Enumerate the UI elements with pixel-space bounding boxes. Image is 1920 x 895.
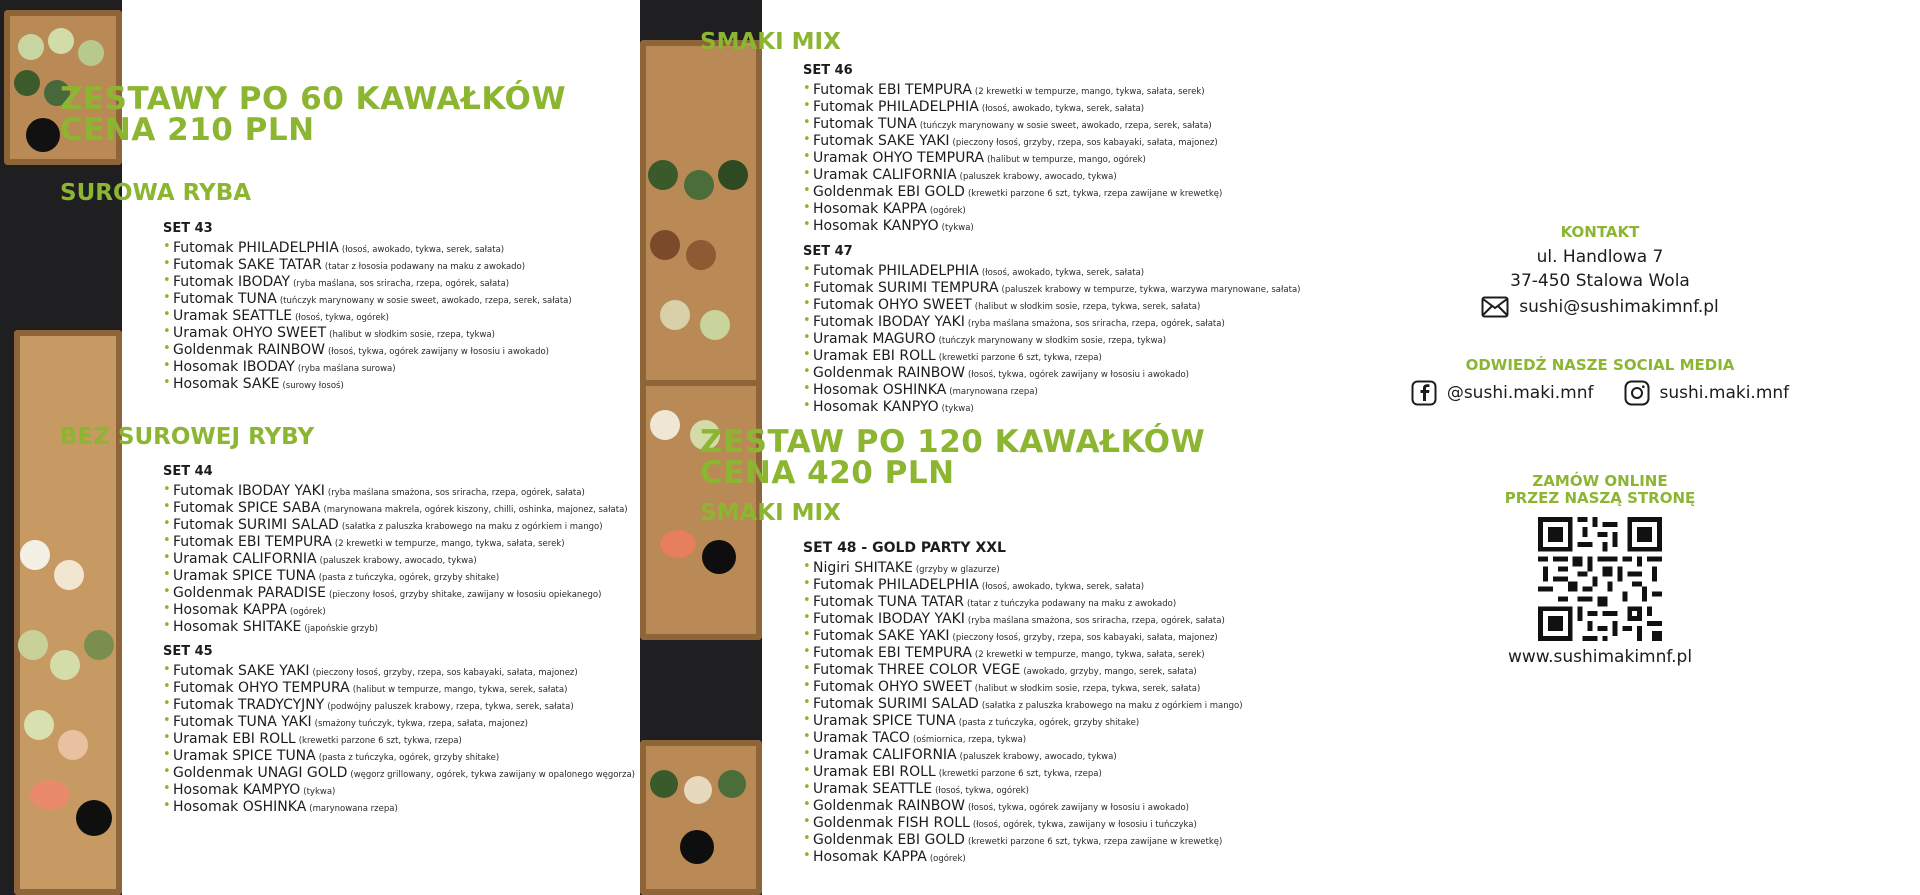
set-47-items	[803, 261, 1301, 414]
section-raw-fish-title: SUROWA RYBA	[60, 180, 252, 206]
section-mix-bottom-title: SMAKI MIX	[700, 500, 841, 526]
list-item: • Futomak TRADYCYJNY (podwójny paluszek krabowy, rzepa, tykwa, serek, sałata)	[163, 695, 635, 712]
set-46-items	[803, 80, 1222, 233]
list-item: • Goldenmak RAINBOW (łosoś, tykwa, ogórek zawijany w łososiu i awokado)	[803, 796, 1243, 813]
contact-heading: KONTAKT	[1560, 223, 1640, 241]
list-item: • Hosomak KAPPA (ogórek)	[803, 847, 1243, 864]
list-item: • Uramak EBI ROLL (krewetki parzone 6 szt, tykwa, rzepa)	[803, 346, 1301, 363]
list-item: • Goldenmak RAINBOW (łosoś, tykwa, ogórek zawijany w łososiu i awokado)	[163, 340, 572, 357]
list-item: • Goldenmak FISH ROLL (łosoś, ogórek, tykwa, zawijany w łososiu i tuńczyka)	[803, 813, 1243, 830]
social-heading: ODWIEDŹ NASZE SOCIAL MEDIA	[1465, 356, 1735, 374]
list-item: • Futomak THREE COLOR VEGE (awokado, grzyby, mango, serek, sałata)	[803, 660, 1243, 677]
list-item: • Futomak SURIMI SALAD (sałatka z paluszka krabowego na maku z ogórkiem i mango)	[803, 694, 1243, 711]
list-item: • Futomak IBODAY (ryba maślana, sos sriracha, rzepa, ogórek, sałata)	[163, 272, 572, 289]
list-item: • Futomak EBI TEMPURA (2 krewetki w tempurze, mango, tykwa, sałata, serek)	[803, 80, 1222, 97]
list-item: • Uramak CALIFORNIA (paluszek krabowy, awocado, tykwa)	[163, 549, 628, 566]
list-item: • Futomak SAKE TATAR (tatar z łososia podawany na maku z awokado)	[163, 255, 572, 272]
left-title	[60, 81, 567, 148]
list-item: • Hosomak IBODAY (ryba maślana surowa)	[163, 357, 572, 374]
instagram-handle: sushi.maki.mnf	[1659, 383, 1790, 403]
middle-title-line2: CENA 420 PLN	[700, 455, 955, 491]
set-48-label: SET 48 - GOLD PARTY XXL	[803, 540, 1006, 556]
list-item: • Goldenmak PARADISE (pieczony łosoś, grzyby shitake, zawijany w łososiu opiekanego)	[163, 583, 628, 600]
set-43-label: SET 43	[163, 221, 213, 236]
list-item: • Hosomak OSHINKA (marynowana rzepa)	[803, 380, 1301, 397]
instagram-link[interactable]	[1624, 380, 1790, 406]
list-item: • Futomak SURIMI TEMPURA (paluszek krabowy w tempurze, tykwa, warzywa marynowane, sałata)	[803, 278, 1301, 295]
list-item: • Uramak EBI ROLL (krewetki parzone 6 szt, tykwa, rzepa)	[803, 762, 1243, 779]
set-48-items	[803, 558, 1243, 864]
list-item: • Hosomak KAPPA (ogórek)	[803, 199, 1222, 216]
list-item: • Nigiri SHITAKE (grzyby w glazurze)	[803, 558, 1243, 575]
qr-code[interactable]	[1538, 517, 1662, 641]
list-item: • Uramak CALIFORNIA (paluszek krabowy, awocado, tykwa)	[803, 745, 1243, 762]
list-item: • Futomak SAKE YAKI (pieczony łosoś, grzyby, rzepa, sos kabayaki, sałata, majonez)	[803, 626, 1243, 643]
set-46	[803, 63, 1222, 233]
list-item: • Hosomak OSHINKA (marynowana rzepa)	[163, 797, 635, 814]
contact-section	[1400, 224, 1800, 325]
list-item: • Uramak OHYO TEMPURA (halibut w tempurze, mango, ogórek)	[803, 148, 1222, 165]
list-item: • Uramak SPICE TUNA (pasta z tuńczyka, ogórek, grzyby shitake)	[163, 566, 628, 583]
left-title-line1: ZESTAWY PO 60 KAWAŁKÓW	[60, 81, 567, 117]
instagram-icon	[1624, 380, 1650, 406]
set-43-items	[163, 238, 572, 391]
set-44-items	[163, 481, 628, 634]
order-line-1: ZAMÓW ONLINE	[1532, 472, 1668, 490]
set-45	[163, 644, 635, 814]
facebook-link[interactable]	[1411, 380, 1594, 406]
list-item: • Futomak OHYO SWEET (halibut w słodkim sosie, rzepa, tykwa, serek, sałata)	[803, 677, 1243, 694]
list-item: • Hosomak KANPYO (tykwa)	[803, 216, 1222, 233]
list-item: • Uramak TACO (ośmiornica, rzepa, tykwa)	[803, 728, 1243, 745]
set-45-label: SET 45	[163, 644, 213, 659]
list-item: • Uramak MAGURO (tuńczyk marynowany w słodkim sosie, rzepa, tykwa)	[803, 329, 1301, 346]
left-title-line2: CENA 210 PLN	[60, 112, 315, 148]
list-item: • Futomak PHILADELPHIA (łosoś, awokado, tykwa, serek, sałata)	[803, 97, 1222, 114]
list-item: • Goldenmak EBI GOLD (krewetki parzone 6 szt, tykwa, rzepa zawijane w krewetkę)	[803, 182, 1222, 199]
list-item: • Futomak PHILADELPHIA (łosoś, awokado, tykwa, serek, sałata)	[803, 575, 1243, 592]
set-46-label: SET 46	[803, 63, 853, 78]
order-section	[1400, 473, 1800, 669]
facebook-icon	[1411, 380, 1437, 406]
contact-city: 37-450 Stalowa Wola	[1510, 271, 1690, 291]
list-item: • Hosomak KAMPYO (tykwa)	[163, 780, 635, 797]
list-item: • Futomak TUNA (tuńczyk marynowany w sosie sweet, awokado, rzepa, serek, sałata)	[163, 289, 572, 306]
list-item: • Goldenmak EBI GOLD (krewetki parzone 6 szt, tykwa, rzepa zawijane w krewetkę)	[803, 830, 1243, 847]
set-45-items	[163, 661, 635, 814]
list-item: • Uramak EBI ROLL (krewetki parzone 6 szt, tykwa, rzepa)	[163, 729, 635, 746]
section-cooked-title: BEZ SUROWEJ RYBY	[60, 424, 315, 450]
facebook-handle: @sushi.maki.mnf	[1446, 383, 1594, 403]
list-item: • Futomak SPICE SABA (marynowana makrela, ogórek kiszony, chilli, oshinka, majonez, sałata)	[163, 498, 628, 515]
list-item: • Hosomak SAKE (surowy łosoś)	[163, 374, 572, 391]
list-item: • Futomak OHYO SWEET (halibut w słodkim sosie, rzepa, tykwa, serek, sałata)	[803, 295, 1301, 312]
list-item: • Futomak EBI TEMPURA (2 krewetki w tempurze, mango, tykwa, sałata, serek)	[803, 643, 1243, 660]
list-item: • Futomak IBODAY YAKI (ryba maślana smażona, sos sriracha, rzepa, ogórek, sałata)	[163, 481, 628, 498]
list-item: • Goldenmak RAINBOW (łosoś, tykwa, ogórek zawijany w łososiu i awokado)	[803, 363, 1301, 380]
list-item: • Futomak TUNA TATAR (tatar z tuńczyka podawany na maku z awokado)	[803, 592, 1243, 609]
list-item: • Uramak OHYO SWEET (halibut w słodkim sosie, rzepa, tykwa)	[163, 323, 572, 340]
list-item: • Futomak SAKE YAKI (pieczony łosoś, grzyby, rzepa, sos kabayaki, sałata, majonez)	[163, 661, 635, 678]
list-item: • Futomak IBODAY YAKI (ryba maślana smażona, sos sriracha, rzepa, ogórek, sałata)	[803, 312, 1301, 329]
list-item: • Hosomak SHITAKE (japońskie grzyb)	[163, 617, 628, 634]
middle-title-line1: ZESTAW PO 120 KAWAŁKÓW	[700, 424, 1206, 460]
email-link[interactable]: sushi@sushimakimnf.pl	[1519, 297, 1719, 317]
list-item: • Uramak SPICE TUNA (pasta z tuńczyka, ogórek, grzyby shitake)	[163, 746, 635, 763]
list-item: • Hosomak KANPYO (tykwa)	[803, 397, 1301, 414]
list-item: • Futomak TUNA YAKI (smażony tuńczyk, tykwa, rzepa, sałata, majonez)	[163, 712, 635, 729]
envelope-icon	[1481, 296, 1509, 318]
set-47-label: SET 47	[803, 244, 853, 259]
list-item: • Futomak PHILADELPHIA (łosoś, awokado, tykwa, serek, sałata)	[163, 238, 572, 255]
set-44-label: SET 44	[163, 464, 213, 479]
list-item: • Futomak SAKE YAKI (pieczony łosoś, grzyby, rzepa, sos kabayaki, sałata, majonez)	[803, 131, 1222, 148]
list-item: • Futomak OHYO TEMPURA (halibut w tempurze, mango, tykwa, serek, sałata)	[163, 678, 635, 695]
social-section	[1400, 357, 1800, 406]
list-item: • Uramak SPICE TUNA (pasta z tuńczyka, ogórek, grzyby shitake)	[803, 711, 1243, 728]
set-47	[803, 244, 1301, 414]
list-item: • Hosomak KAPPA (ogórek)	[163, 600, 628, 617]
list-item: • Futomak IBODAY YAKI (ryba maślana smażona, sos sriracha, rzepa, ogórek, sałata)	[803, 609, 1243, 626]
list-item: • Futomak TUNA (tuńczyk marynowany w sosie sweet, awokado, rzepa, serek, sałata)	[803, 114, 1222, 131]
list-item: • Uramak SEATTLE (łosoś, tykwa, ogórek)	[163, 306, 572, 323]
website-link[interactable]: www.sushimakimnf.pl	[1507, 647, 1693, 667]
section-mix-top-title: SMAKI MIX	[700, 29, 841, 55]
list-item: • Uramak SEATTLE (łosoś, tykwa, ogórek)	[803, 779, 1243, 796]
contact-street: ul. Handlowa 7	[1536, 247, 1664, 267]
order-line-2: PRZEZ NASZĄ STRONĘ	[1504, 489, 1696, 507]
list-item: • Uramak CALIFORNIA (paluszek krabowy, awocado, tykwa)	[803, 165, 1222, 182]
list-item: • Goldenmak UNAGI GOLD (węgorz grillowany, ogórek, tykwa zawijany w opalonego węgorza)	[163, 763, 635, 780]
set-43	[163, 221, 572, 391]
list-item: • Futomak EBI TEMPURA (2 krewetki w tempurze, mango, tykwa, sałata, serek)	[163, 532, 628, 549]
set-48	[803, 540, 1243, 864]
list-item: • Futomak SURIMI SALAD (sałatka z paluszka krabowego na maku z ogórkiem i mango)	[163, 515, 628, 532]
list-item: • Futomak PHILADELPHIA (łosoś, awokado, tykwa, serek, sałata)	[803, 261, 1301, 278]
middle-title	[700, 424, 1206, 491]
set-44	[163, 464, 628, 634]
